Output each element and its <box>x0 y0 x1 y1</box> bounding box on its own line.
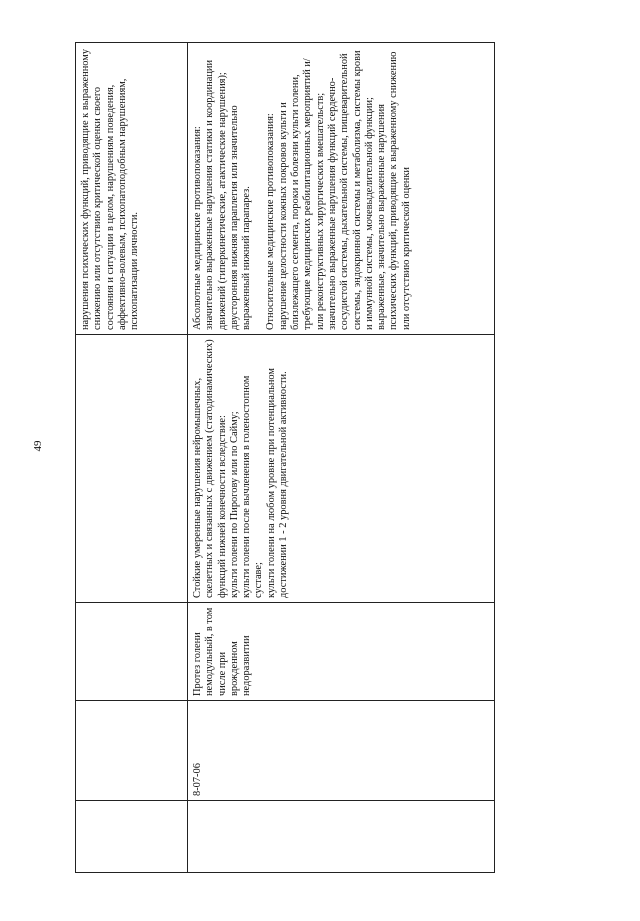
indication-line: культи голени по Пирогову или по Сайму; <box>228 411 240 598</box>
indication-line: Стойкие умеренные нарушения нейромышечных, скелетных и связанных с движением (статодинамических) функций нижней конечности вследствие: <box>192 339 228 598</box>
row-code: 8-07-06 <box>192 763 203 796</box>
absolute-item: значительно выраженные нарушения статики и координации движений (гиперкинетические, атактические нарушения); <box>204 59 228 330</box>
absolute-item: двусторонняя нижняя параплегия или значительно выраженный нижний парапарез. <box>228 105 253 330</box>
cell-name <box>188 603 495 701</box>
continuation-text: нарушения психических функций, приводящие к выраженному снижению или отсутствию критической оценки своего состояния и ситуации в целом, нарушениям поведения, аффективно-волевым, психопатоподобным нарушениям, психопатизации личности. <box>80 48 141 330</box>
page-number: 49 <box>32 440 44 452</box>
rotated-table-page <box>75 43 495 873</box>
device-indications-table <box>75 42 495 873</box>
cell-empty <box>76 603 188 701</box>
relative-item: выраженные, значительно выраженные нарушения психических функций, приводящие к выраженному снижению или отсутствию критической оценки <box>376 51 412 330</box>
indication-line: культи голени на любом уровне при потенциальном достижении 1 - 2 уровня двигательной активности. <box>265 367 290 598</box>
cell-empty <box>76 335 188 603</box>
indication-line: культи голени после вычленения в голеностопном суставе; <box>241 375 265 598</box>
cell-indications <box>188 335 495 603</box>
cell-continuation <box>76 43 188 335</box>
relative-item: значительно выраженные нарушения функций сердечно-сосудистой системы, дыхательной системы, пищеварительной системы, эндокринной системы и метаболизма, системы крови и иммунной системы, мочевыделительной функции; <box>326 50 375 330</box>
cell-code <box>188 701 495 801</box>
cell-contraindications <box>188 43 495 335</box>
relative-title: Относительные медицинские противопоказания: <box>265 113 277 330</box>
table-row <box>188 43 495 873</box>
table-row <box>76 43 188 873</box>
relative-item: нарушение целостности кожных покровов культи и близлежащего сегмента, пороки и болезни культи голени, требующие медицинских реабилитационных мероприятий и/или реконструктивных хирургических вмешательств; <box>277 58 326 330</box>
cell-empty <box>76 701 188 801</box>
absolute-title: Абсолютные медицинские противопоказания: <box>192 126 203 330</box>
cell-empty <box>188 801 495 873</box>
row-name: Протез голени немодульный, в том числе при врожденном недоразвитии <box>192 607 253 696</box>
cell-empty <box>76 801 188 873</box>
